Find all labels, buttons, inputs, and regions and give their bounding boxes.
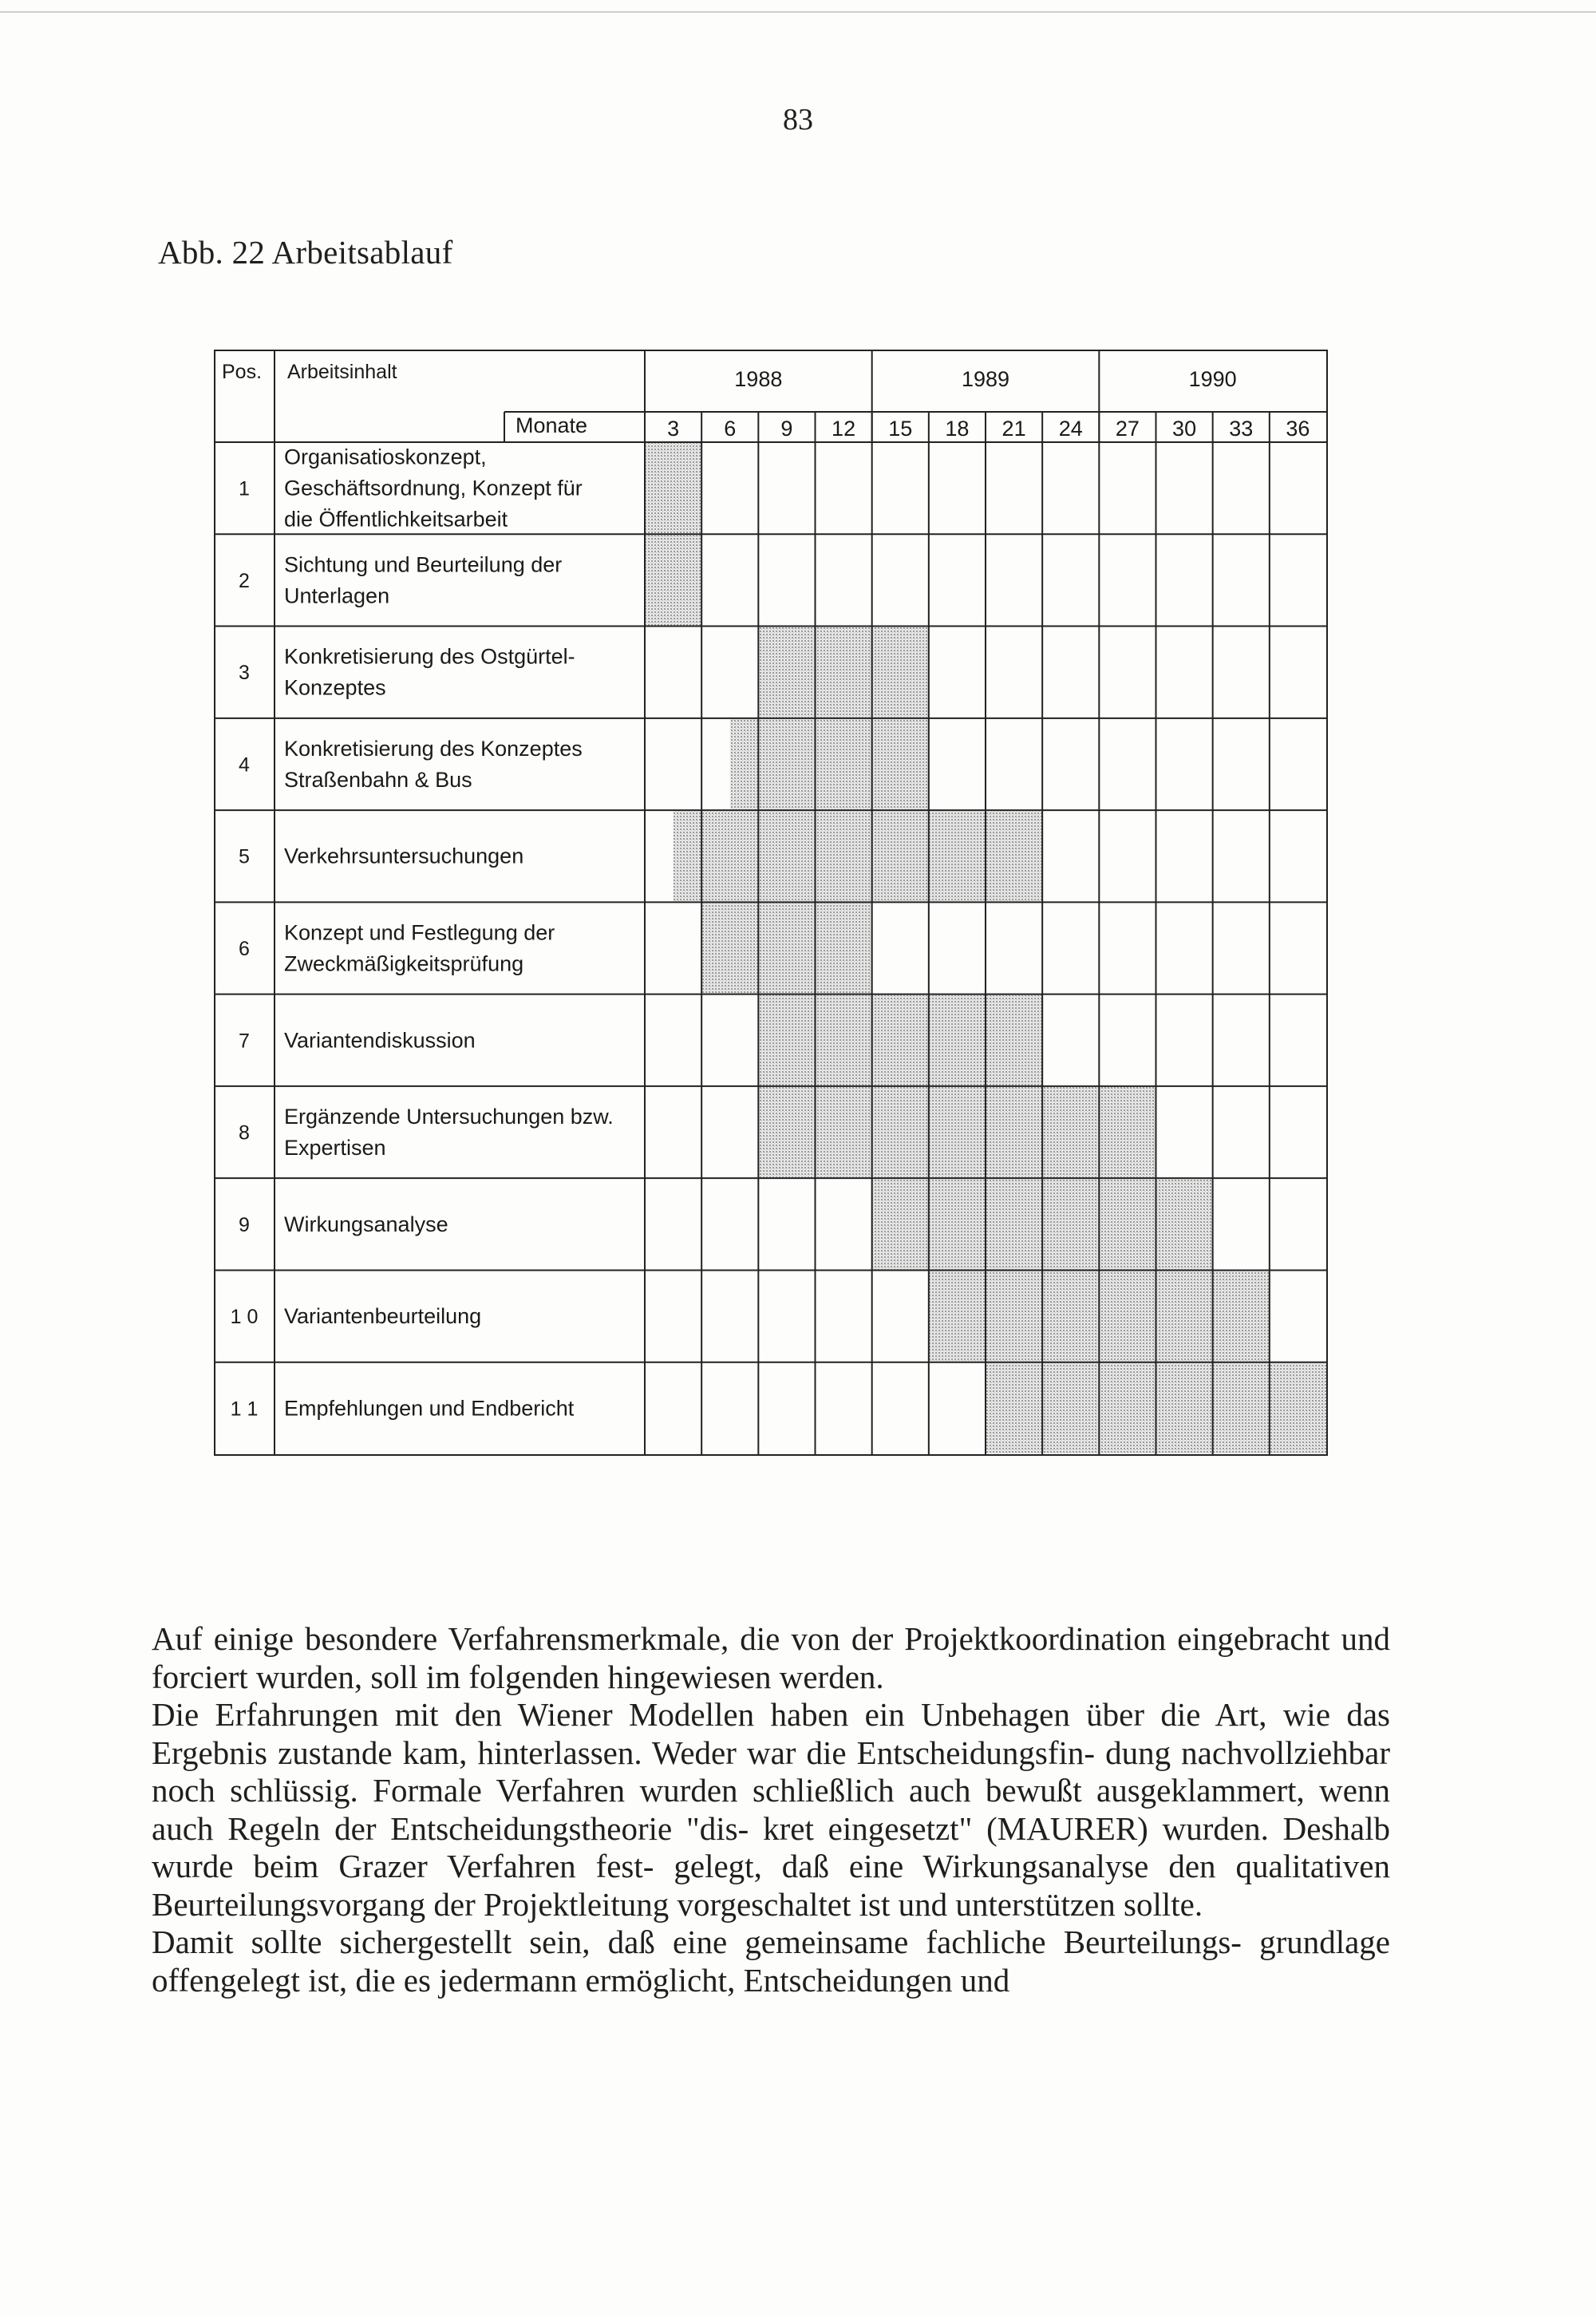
- figure-caption: Abb. 22 Arbeitsablauf: [158, 234, 453, 271]
- pos-header: Pos.: [222, 361, 263, 383]
- task-label: Konkretisierung des Konzeptes: [284, 736, 583, 761]
- task-label: Verkehrsuntersuchungen: [284, 844, 524, 868]
- year-label: 1988: [734, 367, 783, 391]
- scan-top-edge: [0, 11, 1596, 13]
- text-line: Damit sollte sichergestellt sein, daß eine gemeinsame fachliche Beurteilungs-: [152, 1924, 1242, 1960]
- text-line: Die Erfahrungen mit den Wiener Modellen haben ein Unbehagen über die Art,: [152, 1696, 1267, 1733]
- text-line: grundlage offengelegt ist, die es jedermann ermöglicht, Entscheidungen und: [152, 1924, 1391, 1999]
- gantt-bar-3: [758, 627, 928, 718]
- task-label: Expertisen: [284, 1136, 386, 1160]
- month-label: 9: [780, 417, 793, 441]
- task-label: Variantendiskussion: [284, 1028, 476, 1053]
- gantt-bar-1: [645, 443, 701, 533]
- task-label: Variantenbeurteilung: [284, 1304, 482, 1329]
- paragraph: [152, 1620, 1390, 1696]
- gantt-bar-7: [758, 995, 1042, 1085]
- task-label: Organisatioskonzept,: [284, 445, 487, 469]
- text-line: eingebracht und forciert wurden, soll im folgenden hingewiesen werden.: [152, 1620, 1391, 1695]
- gantt-chart: [214, 350, 1328, 1456]
- task-pos: 6: [239, 938, 250, 960]
- task-label: Wirkungsanalyse: [284, 1212, 448, 1236]
- month-label: 30: [1172, 417, 1197, 441]
- task-pos: 3: [239, 662, 250, 685]
- month-label: 24: [1058, 417, 1083, 441]
- task-label: die Öffentlichkeitsarbeit: [284, 507, 508, 532]
- months-header: Monate: [516, 413, 588, 437]
- task-pos: 7: [239, 1030, 250, 1053]
- task-pos: 4: [239, 753, 250, 777]
- task-pos: 9: [239, 1213, 250, 1236]
- month-label: 12: [832, 417, 856, 441]
- text-line: kret eingesetzt" (MAURER) wurden. Deshalb wurde beim Grazer Verfahren fest-: [152, 1809, 1390, 1884]
- month-label: 6: [724, 417, 737, 441]
- page-number: 83: [783, 103, 813, 136]
- text-line: dung nachvollziehbar noch schlüssig. Formale Verfahren wurden schließlich: [152, 1734, 1390, 1809]
- month-label: 33: [1229, 417, 1254, 441]
- task-label: Straßenbahn & Bus: [284, 767, 472, 792]
- task-label: Geschäftsordnung, Konzept für: [284, 476, 583, 500]
- body-text: [152, 1620, 1390, 1999]
- year-label: 1989: [961, 367, 1010, 391]
- task-pos: 5: [239, 845, 250, 868]
- text-line: Projektleitung vorgeschaltet ist und unterstützen sollte.: [484, 1885, 1203, 1923]
- month-label: 3: [667, 417, 680, 441]
- task-label: Ergänzende Untersuchungen bzw.: [284, 1105, 614, 1129]
- month-label: 27: [1115, 417, 1140, 441]
- task-label: Konzeptes: [284, 675, 386, 700]
- task-label: Konzept und Festlegung der: [284, 920, 555, 945]
- text-line: gelegt, daß eine Wirkungsanalyse den qualitativen Beurteilungsvorgang der: [152, 1848, 1390, 1923]
- gantt-bar-5: [674, 811, 1043, 901]
- month-label: 21: [1001, 417, 1026, 441]
- task-label: Zweckmäßigkeitsprüfung: [284, 951, 524, 976]
- task-pos: 1 1: [230, 1398, 259, 1421]
- gantt-bar-8: [758, 1087, 1156, 1177]
- task-pos: 2: [239, 569, 250, 592]
- paragraph: [152, 1924, 1390, 1999]
- month-label: 36: [1286, 417, 1310, 441]
- text-line: auch bewußt ausgeklammert, wenn auch Regeln der Entscheidungstheorie "dis-: [152, 1772, 1390, 1847]
- gantt-svg: [214, 350, 1328, 1456]
- month-label: 18: [945, 417, 970, 441]
- task-pos: 1: [239, 477, 250, 500]
- gantt-bar-6: [701, 903, 872, 993]
- month-label: 15: [888, 417, 913, 441]
- paragraph: [152, 1696, 1390, 1924]
- text-line: Auf einige besondere Verfahrensmerkmale, die von der Projektkoordination: [152, 1620, 1167, 1657]
- gantt-bar-4: [730, 719, 929, 809]
- task-pos: 1 0: [230, 1306, 259, 1329]
- task-pos: 8: [239, 1121, 250, 1145]
- task-label: Konkretisierung des Ostgürtel-: [284, 644, 575, 669]
- task-label: Unterlagen: [284, 583, 390, 608]
- text-line: wie das Ergebnis zustande kam, hinterlassen. Weder war die Entscheidungsfin-: [152, 1696, 1391, 1771]
- task-label: Empfehlungen und Endbericht: [284, 1396, 575, 1421]
- gantt-bar-2: [645, 535, 701, 625]
- task-header: Arbeitsinhalt: [287, 361, 397, 383]
- year-label: 1990: [1188, 367, 1237, 391]
- task-label: Sichtung und Beurteilung der: [284, 552, 563, 577]
